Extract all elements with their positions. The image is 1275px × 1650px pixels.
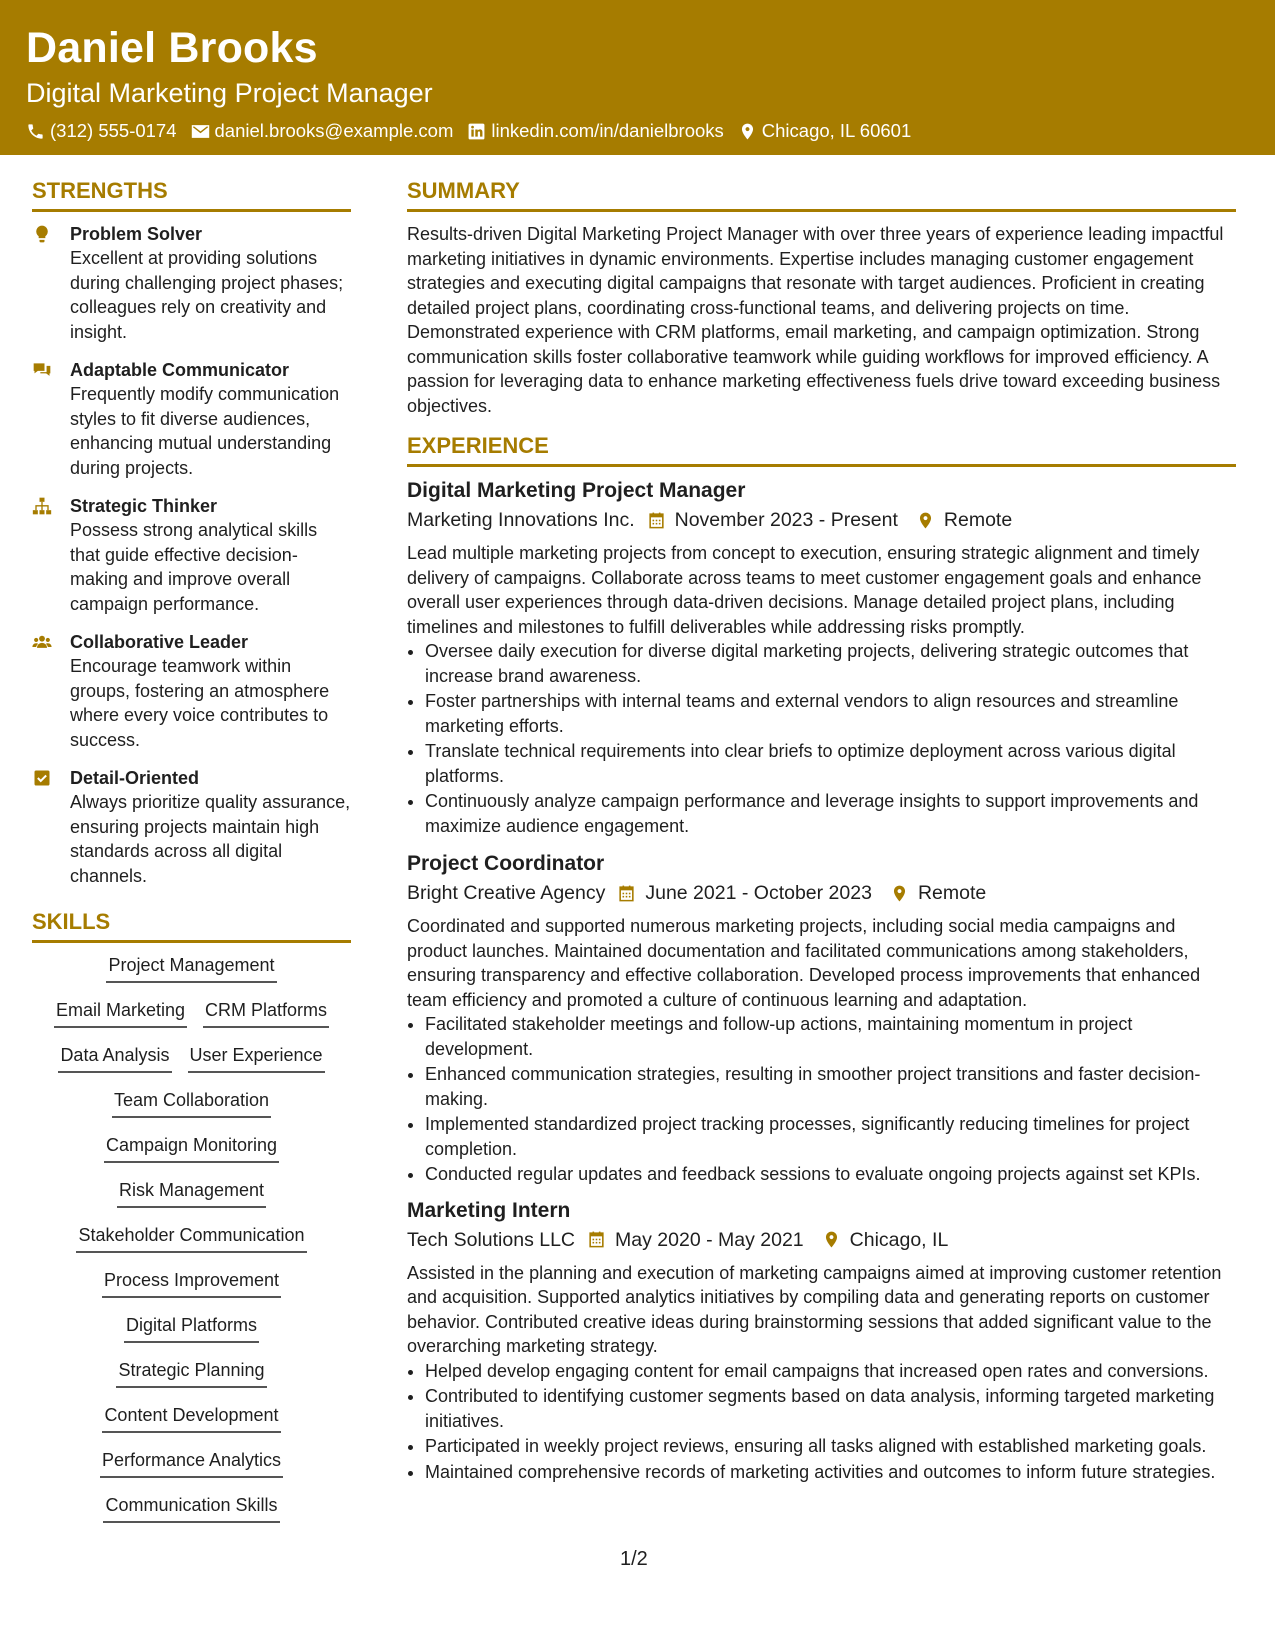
candidate-name: Daniel Brooks — [26, 24, 318, 72]
skill-tag: Risk Management — [117, 1178, 266, 1208]
job-bullet: • Implemented standardized project tracking processes, significantly reducing timelines for project completion. — [425, 1112, 1236, 1161]
job-dates: November 2023 - Present — [674, 509, 898, 531]
left-column — [32, 177, 351, 1538]
strength-name: Detail-Oriented — [70, 768, 200, 788]
strength-name: Strategic Thinker — [70, 496, 218, 516]
job-title: Project Coordinator — [407, 852, 605, 875]
job-bullet: • Facilitated stakeholder meetings and follow-up actions, maintaining momentum in project development. — [425, 1012, 1236, 1061]
job-bullets — [407, 639, 1236, 838]
strength-desc: Frequently modify communication styles to fit diverse audiences, enhancing mutual understanding during projects. — [70, 384, 340, 478]
strength-name: Adaptable Communicator — [70, 360, 290, 380]
job-location: Chicago, IL — [849, 1228, 949, 1251]
linkedin-text[interactable]: linkedin.com/in/danielbrooks — [491, 120, 724, 141]
contact-phone — [26, 120, 177, 142]
resume-header — [0, 0, 1275, 155]
linkedin-icon — [467, 122, 486, 141]
job-bullet: • Contributed to identifying customer segments based on data analysis, informing targeted marketing initiatives. — [425, 1384, 1236, 1433]
skill-tag: Performance Analytics — [100, 1448, 283, 1478]
email-text[interactable]: daniel.brooks@example.com — [214, 120, 454, 141]
phone-text: (312) 555-0174 — [50, 120, 177, 141]
skill-tag: Campaign Monitoring — [104, 1133, 279, 1163]
skill-tag: User Experience — [188, 1043, 325, 1073]
skill-tag: Team Collaboration — [112, 1088, 271, 1118]
calendar-icon — [617, 884, 636, 903]
job-description: Assisted in the planning and execution of marketing campaigns aimed at improving customer retention and acquisition. Supported analytics initiatives by compiling data and generating reports on customer behavior. Contributed creative ideas during brainstorming sessions that added significant value to the overarching marketing strategy. — [407, 1262, 1222, 1356]
skill-tag: Communication Skills — [103, 1493, 279, 1523]
job-bullet: • Participated in weekly project reviews, ensuring all tasks aligned with established marketing goals. — [425, 1434, 1236, 1459]
map-pin-icon — [738, 122, 757, 141]
job-meta — [407, 878, 1236, 908]
job-meta — [407, 505, 1236, 535]
strength-name: Problem Solver — [70, 224, 203, 244]
job-bullets — [407, 1359, 1236, 1485]
skill-tag: Content Development — [102, 1403, 280, 1433]
location-text: Chicago, IL 60601 — [761, 120, 912, 141]
skill-tag: Process Improvement — [102, 1268, 281, 1298]
job-description: Lead multiple marketing projects from concept to execution, ensuring strategic alignment and timely delivery of campaigns. Collaborate across teams to meet customer engagement goals and enhance overall user experiences through data-driven decisions. Manage detailed project plans, including timelines and milestones to fulfill deliverables while addressing risks promptly. — [407, 543, 1202, 637]
strength-item — [32, 766, 351, 888]
calendar-icon — [647, 511, 666, 530]
job-company: Tech Solutions LLC — [407, 1228, 576, 1251]
strength-item — [32, 630, 351, 752]
summary-text: Results-driven Digital Marketing Project Manager with over three years of experience leading impactful marketing initiatives in dynamic environments. Expertise includes managing customer engagement strategies and executing digital campaigns that resonate with target audiences. Proficient in creating detailed project plans, coordinating cross-functional teams, and delivering projects on time. Demonstrated experience with CRM platforms, email marketing, and campaign optimization. Strong communication skills foster collaborative teamwork while guiding workflows for improved efficiency. A passion for leveraging data to enhance marketing effectiveness fuels drive toward exceeding business objectives. — [407, 224, 1224, 416]
job-dates: June 2021 - October 2023 — [645, 882, 872, 904]
strengths-heading: STRENGTHS — [32, 177, 351, 212]
skills-list — [32, 953, 351, 1538]
page-number: 1/2 — [620, 1548, 648, 1570]
strength-item — [32, 222, 351, 344]
skill-tag: Email Marketing — [54, 998, 187, 1028]
sitemap-icon — [32, 496, 52, 516]
job-entry — [407, 850, 1236, 1187]
users-icon — [32, 632, 52, 652]
strength-name: Collaborative Leader — [70, 632, 249, 652]
envelope-icon — [191, 122, 210, 141]
job-company: Bright Creative Agency — [407, 882, 606, 904]
calendar-icon — [587, 1230, 606, 1249]
job-bullet: • Foster partnerships with internal teams and external vendors to align resources and streamline marketing efforts. — [425, 689, 1236, 738]
job-bullet: • Maintained comprehensive records of marketing activities and outcomes to inform future strategies. — [425, 1460, 1236, 1485]
contact-location — [738, 120, 911, 142]
experience-heading: EXPERIENCE — [407, 432, 1236, 467]
skill-tag: Project Management — [106, 953, 276, 983]
job-bullet: • Conducted regular updates and feedback sessions to evaluate ongoing projects against set KPIs. — [425, 1162, 1236, 1187]
job-bullets — [407, 1012, 1236, 1187]
checkbox-icon — [32, 768, 52, 788]
candidate-title: Digital Marketing Project Manager — [26, 78, 433, 108]
job-title: Marketing Intern — [407, 1198, 571, 1222]
job-dates: May 2020 - May 2021 — [615, 1228, 804, 1251]
job-bullet: • Enhanced communication strategies, resulting in smoother project transitions and faster decision-making. — [425, 1062, 1236, 1111]
strength-desc: Encourage teamwork within groups, fostering an atmosphere where every voice contributes to success. — [70, 656, 330, 750]
job-title: Digital Marketing Project Manager — [407, 479, 746, 502]
job-location: Remote — [917, 882, 987, 904]
skill-tag: Digital Platforms — [124, 1313, 259, 1343]
skill-tag: Data Analysis — [58, 1043, 171, 1073]
lightbulb-icon — [32, 224, 52, 244]
summary-heading: SUMMARY — [407, 177, 1236, 212]
map-pin-icon — [916, 511, 935, 530]
job-entry — [407, 477, 1236, 838]
job-entry — [407, 1197, 1236, 1485]
strength-item — [32, 358, 351, 480]
contact-bar — [26, 120, 1249, 142]
skill-tag: Stakeholder Communication — [76, 1223, 306, 1253]
job-meta — [407, 1225, 1236, 1255]
map-pin-icon — [822, 1230, 841, 1249]
job-location: Remote — [943, 509, 1013, 531]
right-column — [407, 177, 1236, 1538]
map-pin-icon — [890, 884, 909, 903]
resume-body — [0, 155, 1275, 1538]
contact-email[interactable] — [191, 120, 454, 142]
job-company: Marketing Innovations Inc. — [407, 509, 635, 531]
job-bullet: • Oversee daily execution for diverse digital marketing projects, delivering strategic outcomes that increase brand awareness. — [425, 639, 1236, 688]
comments-icon — [32, 360, 52, 380]
skill-tag: CRM Platforms — [203, 998, 329, 1028]
skill-tag: Strategic Planning — [116, 1358, 266, 1388]
job-bullet: • Helped develop engaging content for email campaigns that increased open rates and conversions. — [425, 1359, 1236, 1384]
strength-desc: Excellent at providing solutions during challenging project phases; colleagues rely on creativity and insight. — [70, 248, 344, 342]
strength-item — [32, 494, 351, 616]
contact-linkedin[interactable] — [467, 120, 723, 142]
phone-icon — [26, 122, 45, 141]
strength-desc: Always prioritize quality assurance, ensuring projects maintain high standards across all digital channels. — [70, 792, 351, 886]
job-bullet: • Continuously analyze campaign performance and leverage insights to support improvements and maximize audience engagement. — [425, 789, 1236, 838]
skills-heading: SKILLS — [32, 908, 351, 943]
job-description: Coordinated and supported numerous marketing projects, including social media campaigns and product launches. Maintained documentation and facilitated communications among stakeholders, ensuring transparency and effective collaboration. Developed process improvements that enhanced team efficiency and promoted a culture of continuous learning and adaptation. — [407, 916, 1201, 1010]
strength-desc: Possess strong analytical skills that guide effective decision-making and improve overall campaign performance. — [70, 520, 318, 614]
job-bullet: • Translate technical requirements into clear briefs to optimize deployment across various digital platforms. — [425, 739, 1236, 788]
